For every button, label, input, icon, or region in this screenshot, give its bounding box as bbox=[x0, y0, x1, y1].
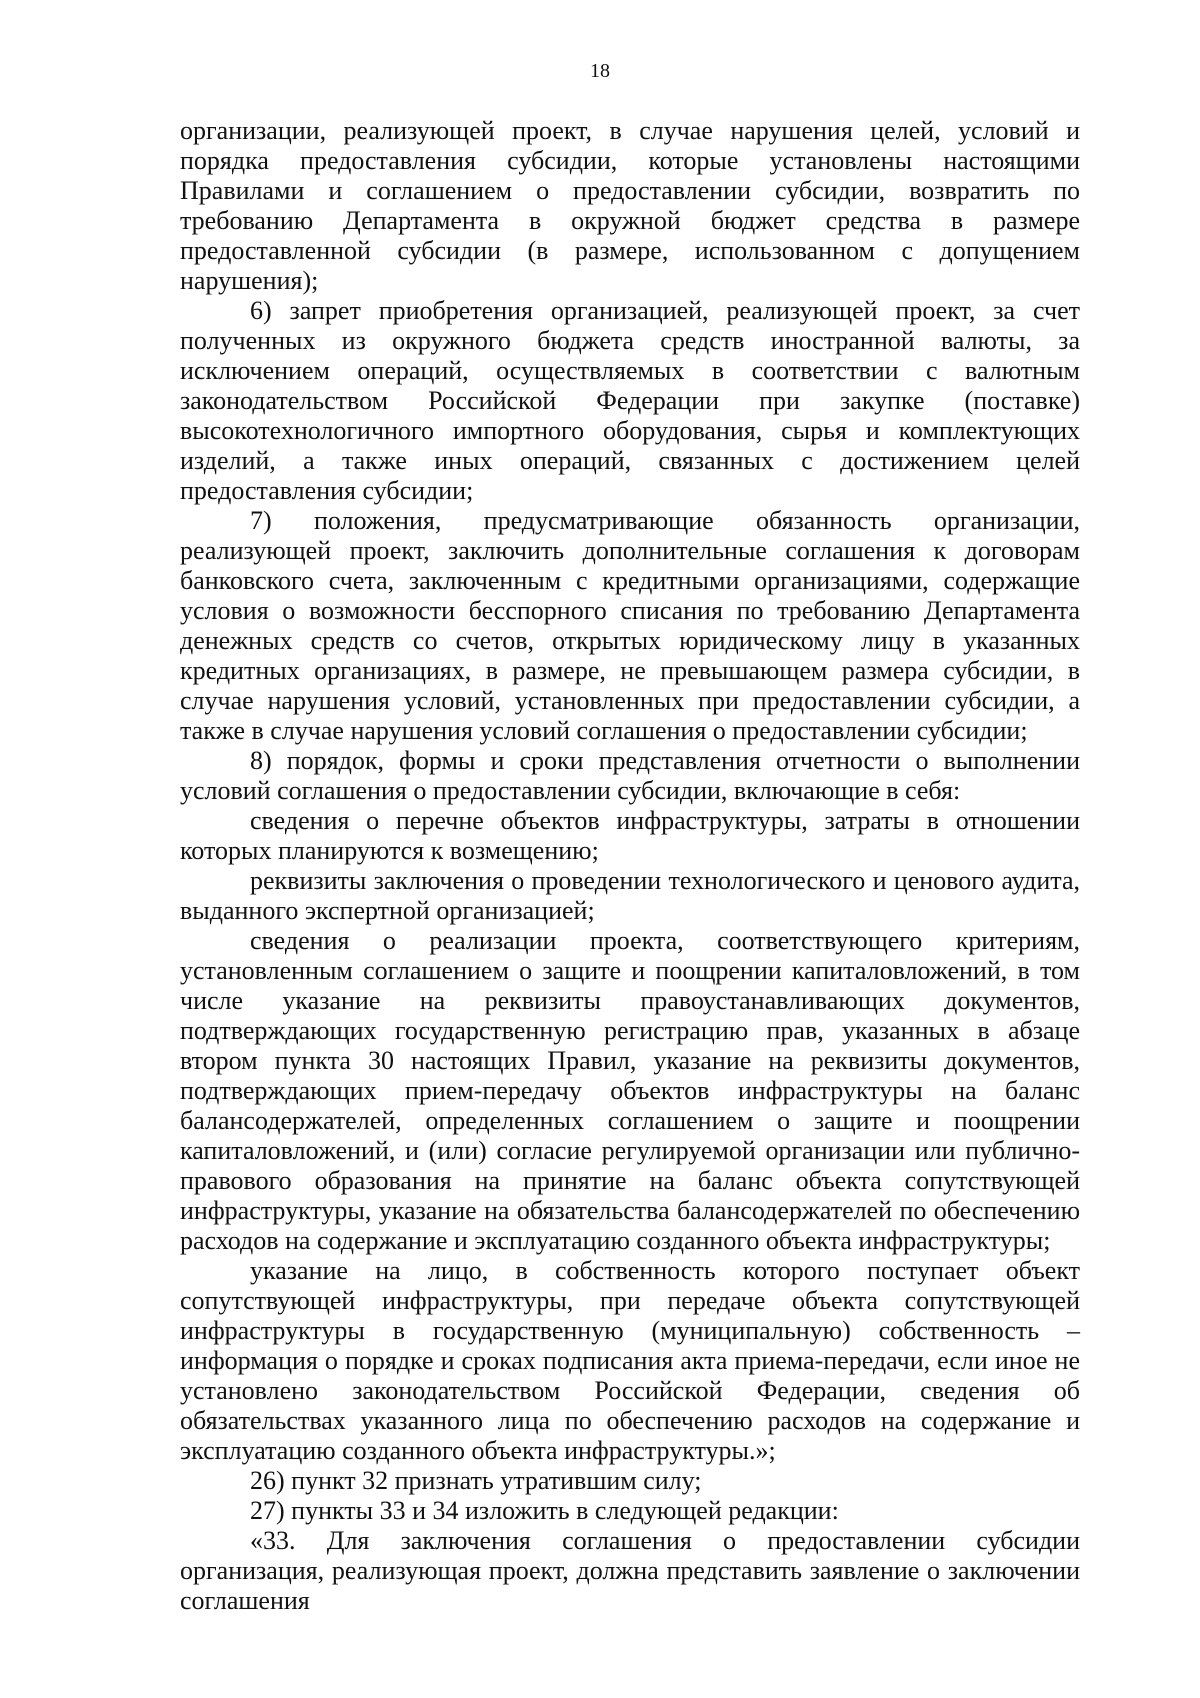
paragraph-project-information: сведения о реализации проекта, соответствующего критериям, установленным соглашением о защите и поощрении капиталовложений, в том числе указание на реквизиты правоустанавливающих документов, подтверждающих государственную регистрацию прав, указанных в абзаце втором пункта 30 настоящих Правил, указание на реквизиты документов, подтверждающих прием-передачу объектов инфраструктуры на баланс балансодержателей, определенных соглашением о защите и поощрении капиталовложений, и (или) согласие регулируемой организации или публично-правового образования на принятие на баланс объекта сопутствующей инфраструктуры, указание на обязательства балансодержателей по обеспечению расходов на содержание и эксплуатацию созданного объекта инфраструктуры; bbox=[180, 926, 1080, 1255]
document-body bbox=[180, 116, 1080, 1616]
paragraph-continuation: организации, реализующей проект, в случае нарушения целей, условий и порядка предоставления субсидии, которые установлены настоящими Правилами и соглашением о предоставлении субсидии, возвратить по требованию Департамента в окружной бюджет средства в размере предоставленной субсидии (в размере, использованном с допущением нарушения); bbox=[180, 116, 1080, 295]
paragraph-ownership-information: указание на лицо, в собственность которого поступает объект сопутствующей инфраструктуры, при передаче объекта сопутствующей инфраструктуры в государственную (муниципальную) собственность – информация о порядке и сроках подписания акта приема-передачи, если иное не установлено законодательством Российской Федерации, сведения об обязательствах указанного лица по обеспечению расходов на содержание и эксплуатацию созданного объекта инфраструктуры.»; bbox=[180, 1256, 1080, 1465]
paragraph-infrastructure-list: сведения о перечне объектов инфраструктуры, затраты в отношении которых планируются к возмещению; bbox=[180, 806, 1080, 865]
paragraph-point-33: «33. Для заключения соглашения о предоставлении субсидии организация, реализующая проект, должна представить заявление о заключении соглашения bbox=[180, 1526, 1080, 1615]
paragraph-item-7: 7) положения, предусматривающие обязанность организации, реализующей проект, заключить дополнительные соглашения к договорам банковского счета, заключенным с кредитными организациями, содержащие условия о возможности бесспорного списания по требованию Департамента денежных средств со счетов, открытых юридическому лицу в указанных кредитных организациях, в размере, не превышающем размера субсидии, в случае нарушения условий, установленных при предоставлении субсидии, а также в случае нарушения условий соглашения о предоставлении субсидии; bbox=[180, 506, 1080, 745]
paragraph-item-8: 8) порядок, формы и сроки представления отчетности о выполнении условий соглашения о предоставлении субсидии, включающие в себя: bbox=[180, 746, 1080, 805]
paragraph-item-6: 6) запрет приобретения организацией, реализующей проект, за счет полученных из окружного бюджета средств иностранной валюты, за исключением операций, осуществляемых в соответствии с валютным законодательством Российской Федерации при закупке (поставке) высокотехнологичного импортного оборудования, сырья и комплектующих изделий, а также иных операций, связанных с достижением целей предоставления субсидии; bbox=[180, 296, 1080, 505]
paragraph-audit-details: реквизиты заключения о проведении технологического и ценового аудита, выданного экспертной организацией; bbox=[180, 866, 1080, 925]
paragraph-item-26: 26) пункт 32 признать утратившим силу; bbox=[250, 1466, 702, 1495]
page-number: 18 bbox=[590, 60, 610, 82]
paragraph-item-27: 27) пункты 33 и 34 изложить в следующей редакции: bbox=[250, 1496, 839, 1525]
